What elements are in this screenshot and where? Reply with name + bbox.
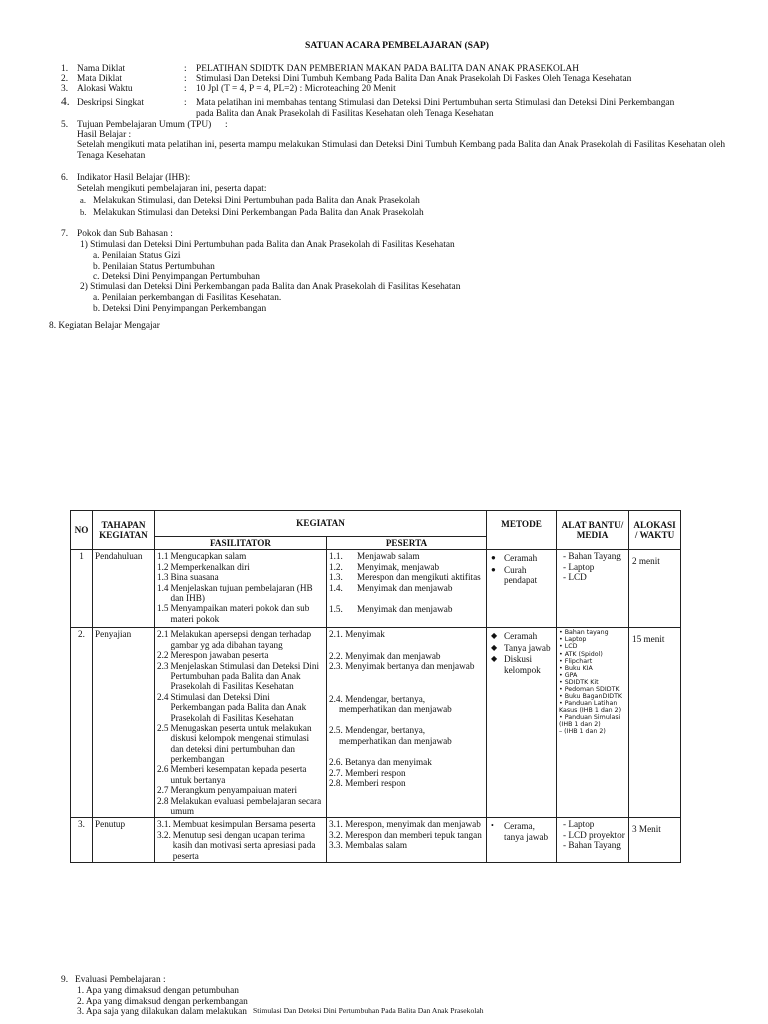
item-text: Merespon jawaban peserta (170, 650, 269, 661)
ihb-intro: Setelah mengikuti pembelajaran ini, peserta dapat: (77, 184, 267, 194)
fasilitator-item (157, 603, 324, 624)
header-alokasi: ALOKASI / WAKTU (629, 511, 681, 550)
item-number: 2.7 (157, 785, 169, 796)
identity-number: 3. (61, 84, 69, 94)
row-metode (487, 818, 557, 863)
peserta-item: 2.8. Memberi respon (329, 777, 406, 788)
tpu-number: 5. (61, 120, 69, 130)
alat-item: - Laptop (563, 819, 595, 830)
bullet-icon: ● (491, 553, 496, 563)
alat-item: – (IHB 1 dan 2) (559, 728, 606, 736)
row-fasilitator (155, 628, 327, 818)
pokok-sub-item: b. Penilaian Status Pertumbuhan (93, 261, 215, 272)
identity-colon: : (184, 74, 187, 84)
row-tahapan: Penyajian (93, 628, 155, 818)
identity-number: 1. (61, 64, 69, 74)
identity-label: Deskripsi Singkat (77, 98, 144, 108)
item-text: Melakukan apersepsi dengan terhadap gambar yg ada dibahan tayang (170, 629, 312, 650)
row-metode (487, 550, 557, 628)
header-fasilitator: FASILITATOR (155, 537, 327, 550)
item-number: 2.4 (157, 691, 169, 702)
tpu-colon: : (225, 120, 228, 130)
peserta-item (329, 604, 484, 614)
item-number: 1.2. (329, 561, 343, 572)
bullet-icon: ◆ (491, 642, 498, 652)
row-waktu: 3 Menit (629, 818, 681, 863)
page-title: SATUAN ACARA PEMBELAJARAN (SAP) (305, 40, 489, 51)
bullet-icon: • (491, 821, 494, 831)
pokok-number: 7. (61, 229, 69, 239)
header-kegiatan: KEGIATAN (155, 511, 487, 537)
identity-value: Stimulasi Dan Deteksi Dini Tumbuh Kembang Pada Balita Dan Anak Prasekolah Di Faskes Oleh Tenaga Kesehatan (196, 74, 632, 84)
identity-label: Nama Diklat (77, 64, 126, 74)
metode-item (491, 654, 554, 675)
row-no: 1 (71, 550, 93, 628)
bullet-icon: ◆ (491, 654, 498, 664)
item-number: 2.2 (157, 650, 169, 661)
peserta-item: 2.3. Menyimak bertanya dan menjawab (329, 661, 475, 672)
identity-label: Mata Diklat (77, 74, 123, 84)
alat-item: - Bahan Tayang (563, 840, 621, 851)
alat-item: • Laptop (559, 636, 587, 644)
alat-item: • Buku KIA (559, 664, 593, 672)
item-text: Menyampaikan materi pokok dan sub materi pokok (170, 603, 310, 624)
alat-item: • Buku BaganDIDTK (559, 692, 623, 700)
table-row (71, 550, 681, 628)
pokok-item-1: 1) Stimulasi dan Deteksi Dini Pertumbuhan pada Balita dan Anak Prasekolah di Fasilitas Kesehatan (80, 240, 455, 250)
item-number: 1.3 (157, 572, 169, 583)
row-waktu: 15 menit (629, 628, 681, 818)
item-text: Menyimak dan menjawab (357, 582, 453, 593)
tpu-sub: Hasil Belajar : (77, 130, 132, 140)
alat-item: • Flipchart (559, 657, 593, 665)
item-text: Bina suasana (170, 572, 219, 583)
ihb-item-key: a. (80, 195, 86, 205)
alat-item: • Panduan Latihan Kasus (IHB 1 dan 2) (559, 699, 622, 714)
row-peserta (327, 818, 487, 863)
item-text: Menjelaskan Stimulasi dan Deteksi Dini Pertumbuhan pada Balita dan Anak Prasekolah di Fasilitas Kesehatan (170, 660, 319, 692)
item-number: 1.2 (157, 561, 169, 572)
metode-item (491, 565, 554, 586)
peserta-item: 2.6. Betanya dan menyimak (329, 757, 432, 768)
peserta-item: 3.3. Membalas salam (329, 840, 408, 851)
peserta-item: 3.1. Merespon, menyimak dan menjawab (329, 819, 481, 830)
ihb-item-text: Melakukan Stimulasi dan Deteksi Dini Perkembangan Pada Balita dan Anak Prasekolah (93, 208, 424, 218)
fasilitator-item (157, 661, 324, 692)
metode-item (491, 643, 554, 653)
tpu-label: Tujuan Pembelajaran Umum (TPU) (77, 120, 212, 130)
peserta-item: 3.2. Merespon dan memberi tepuk tangan (329, 829, 482, 840)
fasilitator-item (157, 819, 324, 829)
row-peserta (327, 550, 487, 628)
item-text: Memberi kesempatan kepada peserta untuk bertanya (170, 764, 307, 785)
item-number: 2.8 (157, 795, 169, 806)
peserta-item: 2.2. Menyimak dan menjawab (329, 650, 441, 661)
item-text: Membuat kesimpulan Bersama peserta (172, 819, 316, 830)
alat-item: - Bahan Tayang (563, 551, 621, 562)
peserta-item: 2.1. Menyimak (329, 629, 385, 640)
kegiatan-table (70, 510, 681, 863)
header-peserta: PESERTA (327, 537, 487, 550)
alat-item: - LCD proyektor (563, 829, 625, 840)
item-number: 1.5. (329, 603, 343, 614)
metode-item (491, 821, 554, 842)
pokok-sub-item: a. Penilaian Status Gizi (93, 251, 181, 261)
item-text: Mengucapkan salam (170, 551, 247, 562)
fasilitator-item (157, 650, 324, 660)
identity-value: Mata pelatihan ini membahas tentang Stimulasi dan Deteksi Dini Pertumbuhan serta Stimulasi dan Deteksi Dini Perkembangan (196, 98, 675, 108)
identity-value-cont: pada Balita dan Anak Prasekolah di Fasilitas Kesehatan oleh Tenaga Kesehatan (196, 109, 494, 119)
item-number: 1.5 (157, 603, 169, 614)
row-fasilitator (155, 818, 327, 863)
metode-text: Curah pendapat (504, 564, 538, 586)
metode-item (491, 631, 554, 641)
fasilitator-item (157, 830, 324, 861)
item-number: 1.1. (329, 551, 343, 562)
item-number: 1.4 (157, 582, 169, 593)
bullet-icon: ◆ (491, 631, 498, 641)
page-footer: Stimulasi Dan Deteksi Dini Pertumbuhan Pada Balita Dan Anak Prasekolah (253, 1006, 484, 1015)
identity-label: Alokasi Waktu (77, 84, 133, 94)
identity-colon: : (184, 98, 187, 108)
identity-number: 2. (61, 74, 69, 84)
fasilitator-item (157, 723, 324, 765)
alat-item: • ATK (Spidol) (559, 650, 603, 658)
alat-item: - Laptop (563, 561, 595, 572)
header-tahapan: TAHAPAN KEGIATAN (93, 511, 155, 550)
peserta-item (329, 551, 484, 561)
item-number: 2.1 (157, 629, 169, 640)
item-text: Memperkenalkan diri (170, 561, 250, 572)
item-number: 1.4. (329, 582, 343, 593)
item-number: 2.6 (157, 764, 169, 775)
fasilitator-item (157, 692, 324, 723)
peserta-item: 2.5. Mendengar, bertanya, memperhatikan dan menjawab (329, 725, 452, 746)
fasilitator-item (157, 572, 324, 582)
metode-text: Ceramah (504, 631, 538, 642)
metode-text: Diskusi kelompok (504, 654, 541, 675)
pokok-sub-item: c. Deteksi Dini Penyimpangan Pertumbuhan (93, 272, 260, 282)
header-metode: METODE (487, 511, 557, 550)
alat-item: • GPA (559, 671, 578, 679)
ihb-item-text: Melakukan Stimulasi, dan Deteksi Dini Pertumbuhan pada Balita dan Anak Prasekolah (93, 196, 420, 206)
alat-item: • SDIDTK Kit (559, 678, 599, 686)
identity-value: PELATIHAN SDIDTK DAN PEMBERIAN MAKAN PADA BALITA DAN ANAK PRASEKOLAH (196, 64, 580, 74)
alat-item: • LCD (559, 643, 578, 651)
tpu-text: Setelah mengikuti mata pelatihan ini, peserta mampu melakukan Stimulasi dan Deteksi Dini Tumbuh Kembang pada Balita dan Anak Prasekolah di Fasilitas Kesehatan oleh Tenaga Kesehatan (77, 140, 726, 161)
kegiatan-heading: 8. Kegiatan Belajar Mengajar (49, 321, 160, 331)
row-metode (487, 628, 557, 818)
pokok-sub-item: b. Deteksi Dini Penyimpangan Perkembangan (93, 303, 267, 314)
peserta-item (329, 583, 484, 593)
evaluasi-item: 3. Apa saja yang dilakukan dalam melakukan (77, 1007, 247, 1017)
bullet-icon: ● (491, 564, 496, 574)
evaluasi-item: 2. Apa yang dimaksud dengan perkembangan (77, 996, 248, 1007)
item-text: Menutup sesi dengan ucapan terima kasih dan motivasi serta apresiasi pada peserta (172, 829, 316, 861)
identity-colon: : (184, 64, 187, 74)
item-number: 3.1. (157, 819, 171, 830)
evaluasi-number: 9. (61, 975, 69, 985)
peserta-item (329, 562, 484, 572)
item-text: Menugaskan peserta untuk melakukan diskusi kelompok mengenai stimulasi dan deteksi dini pertumbuhan dan perkembangan (170, 722, 312, 765)
metode-text: Ceramah (504, 553, 538, 564)
fasilitator-item (157, 764, 324, 785)
item-text: Stimulasi dan Deteksi Dini Perkembangan pada Balita dan Anak Prasekolah di Fasilitas Kesehatan (170, 691, 307, 723)
row-alat (557, 818, 629, 863)
fasilitator-item (157, 583, 324, 604)
item-number: 2.3 (157, 660, 169, 671)
row-fasilitator (155, 550, 327, 628)
row-tahapan: Pendahuluan (93, 550, 155, 628)
peserta-item: 2.4. Mendengar, bertanya, memperhatikan dan menjawab (329, 693, 452, 714)
item-text: Menyimak, menjawab (357, 561, 440, 572)
item-text: Menyimak dan menjawab (357, 603, 453, 614)
item-number: 2.5 (157, 722, 169, 733)
metode-text: Tanya jawab (504, 642, 551, 653)
table-row (71, 628, 681, 818)
ihb-item-key: b. (80, 207, 87, 217)
item-number: 1.1 (157, 551, 169, 562)
alat-item: - LCD (563, 572, 587, 583)
fasilitator-item (157, 551, 324, 561)
peserta-item (329, 572, 484, 582)
fasilitator-item (157, 629, 324, 650)
item-number: 1.3. (329, 572, 343, 583)
item-text: Merespon dan mengikuti aktifitas (357, 572, 481, 583)
row-tahapan: Penutup (93, 818, 155, 863)
item-text: Melakukan evaluasi pembelajaran secara umum (170, 795, 322, 817)
fasilitator-item (157, 562, 324, 572)
item-number: 3.2. (157, 829, 171, 840)
row-no: 3. (71, 818, 93, 863)
pokok-label: Pokok dan Sub Bahasan : (77, 229, 173, 239)
item-text: Merangkum penyampaiuan materi (170, 785, 298, 796)
row-alat (557, 550, 629, 628)
peserta-item: 2.7. Memberi respon (329, 767, 406, 778)
identity-value: 10 Jpl (T = 4, P = 4, PL=2) : Microteaching 20 Menit (196, 84, 396, 94)
table-row (71, 818, 681, 863)
row-waktu: 2 menit (629, 550, 681, 628)
evaluasi-label: Evaluasi Pembelajaran : (75, 975, 166, 985)
row-alat (557, 628, 629, 818)
fasilitator-item (157, 785, 324, 795)
ihb-number: 6. (61, 173, 69, 183)
pokok-item-2: 2) Stimulasi dan Deteksi Dini Perkembangan pada Balita dan Anak Prasekolah di Fasilitas Kesehatan (80, 282, 461, 292)
ihb-label: Indikator Hasil Belajar (IHB): (77, 173, 191, 183)
evaluasi-item: 1. Apa yang dimaksud dengan petumbuhan (77, 986, 239, 996)
row-peserta (327, 628, 487, 818)
header-no: NO (71, 511, 93, 550)
fasilitator-item (157, 796, 324, 817)
alat-item: • Bahan tayang (559, 629, 609, 637)
identity-colon: : (184, 84, 187, 94)
header-alat: ALAT BANTU/ MEDIA (557, 511, 629, 550)
identity-number: 4. (61, 96, 70, 108)
metode-text: Cerama, tanya jawab (504, 821, 549, 842)
alat-item: • Panduan Simulasi (IHB 1 dan 2) (559, 713, 621, 728)
item-text: Menjelaskan tujuan pembelajaran (HB dan IHB) (170, 582, 313, 603)
item-text: Menjawab salam (357, 551, 420, 562)
row-no: 2. (71, 628, 93, 818)
pokok-sub-item: a. Penilaian perkembangan di Fasilitas Kesehatan. (93, 293, 282, 303)
alat-item: • Pedoman SDIDTK (559, 685, 620, 693)
metode-item (491, 553, 554, 563)
